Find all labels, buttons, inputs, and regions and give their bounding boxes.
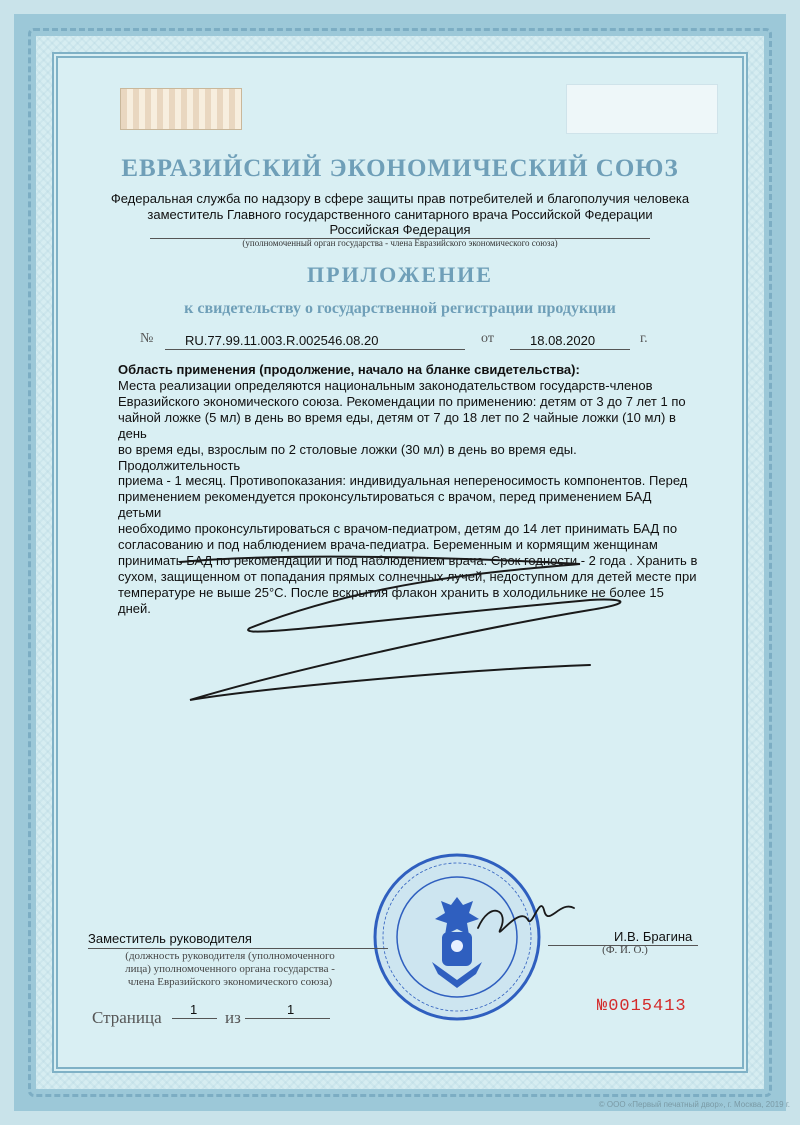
signatory-position: Заместитель руководителя	[88, 931, 252, 946]
scope-line: Места реализации определяются национальным законодательством государств-членов	[118, 378, 653, 393]
position-caption-line: (должность руководителя (уполномоченного	[125, 950, 335, 962]
scope-line: чайной ложке (5 мл) в день во время еды, детям от 7 до 18 лет по 2 чайные ложки (10 мл) в день	[118, 409, 676, 441]
page-current-underline	[172, 1018, 217, 1019]
union-heading: ЕВРАЗИЙСКИЙ ЭКОНОМИЧЕСКИЙ СОЮЗ	[121, 155, 679, 182]
appendix-subtitle: к свидетельству о государственной регистрации продукции	[184, 300, 616, 317]
signatory-name: И.В. Брагина	[614, 929, 693, 944]
scope-line: температуре не выше 25°С. После вскрытия флакон хранить в холодильнике не более 15 дней.	[118, 584, 664, 616]
position-caption-line: лица) уполномоченного органа государства -	[125, 963, 335, 975]
name-caption: (Ф. И. О.)	[602, 944, 648, 956]
scope-line: согласованию и под наблюдением врача-педиатра. Беременным и кормящим женщинам	[118, 537, 658, 553]
hologram-sticker	[120, 88, 242, 130]
position-caption	[70, 950, 390, 989]
authority-caption: (уполномоченный орган государства - члена Евразийского экономического союза)	[242, 238, 558, 248]
authority-line-1: Федеральная служба по надзору в сфере защиты прав потребителей и благополучия человека	[110, 191, 690, 206]
number-underline	[165, 349, 465, 350]
form-serial-number: №0015413	[597, 997, 687, 1016]
authority-line-2: заместитель Главного государственного санитарного врача Российской Федерации	[147, 207, 653, 222]
director-signature	[470, 880, 580, 950]
scope-title: Область применения (продолжение, начало на бланке свидетельства):	[118, 362, 580, 377]
appendix-title: ПРИЛОЖЕНИЕ	[307, 262, 493, 287]
page-current: 1	[190, 1002, 198, 1017]
authority-line-3: Российская Федерация	[329, 222, 471, 237]
scope-line: во время еды, взрослым по 2 столовые ложки (30 мл) в день во время еды. Продолжительность	[118, 441, 577, 473]
year-suffix: г.	[640, 331, 648, 346]
printer-note: © ООО «Первый печатный двор», г. Москва, 2019 г.	[598, 1100, 790, 1109]
large-signature-stroke	[170, 550, 690, 720]
position-underline	[88, 948, 388, 949]
position-caption-line: члена Евразийского экономического союза)	[127, 976, 333, 988]
page-total: 1	[287, 1002, 295, 1017]
date-label: от	[481, 331, 494, 346]
scope-line: применением рекомендуется проконсультироваться с врачом, перед применением БАД детьми	[118, 489, 652, 521]
of-label: из	[225, 1008, 241, 1027]
scope-line: принимать БАД по рекомендации и под наблюдением врача. Срок годности - 2 года . Хранить в	[118, 552, 698, 568]
page-total-underline	[245, 1018, 330, 1019]
blank-corner-field	[566, 84, 718, 134]
number-label: №	[140, 331, 154, 346]
registration-date: 18.08.2020	[530, 333, 596, 348]
registration-number: RU.77.99.11.003.R.002546.08.20	[185, 333, 379, 348]
page-label: Страница	[92, 1008, 162, 1027]
scope-line: необходимо проконсультироваться с врачом-педиатром, детям до 14 лет принимать БАД по	[118, 521, 678, 537]
date-underline	[510, 349, 630, 350]
scope-line: приема - 1 месяц. Противопоказания: индивидуальная непереносимость компонентов. Перед	[118, 473, 688, 489]
scope-line: Евразийского экономического союза. Рекомендации по применению: детям от 3 до 7 лет 1 по	[118, 393, 686, 409]
scope-line: сухом, защищенном от попадания прямых солнечных лучей, недоступном для детей месте при	[118, 568, 697, 584]
